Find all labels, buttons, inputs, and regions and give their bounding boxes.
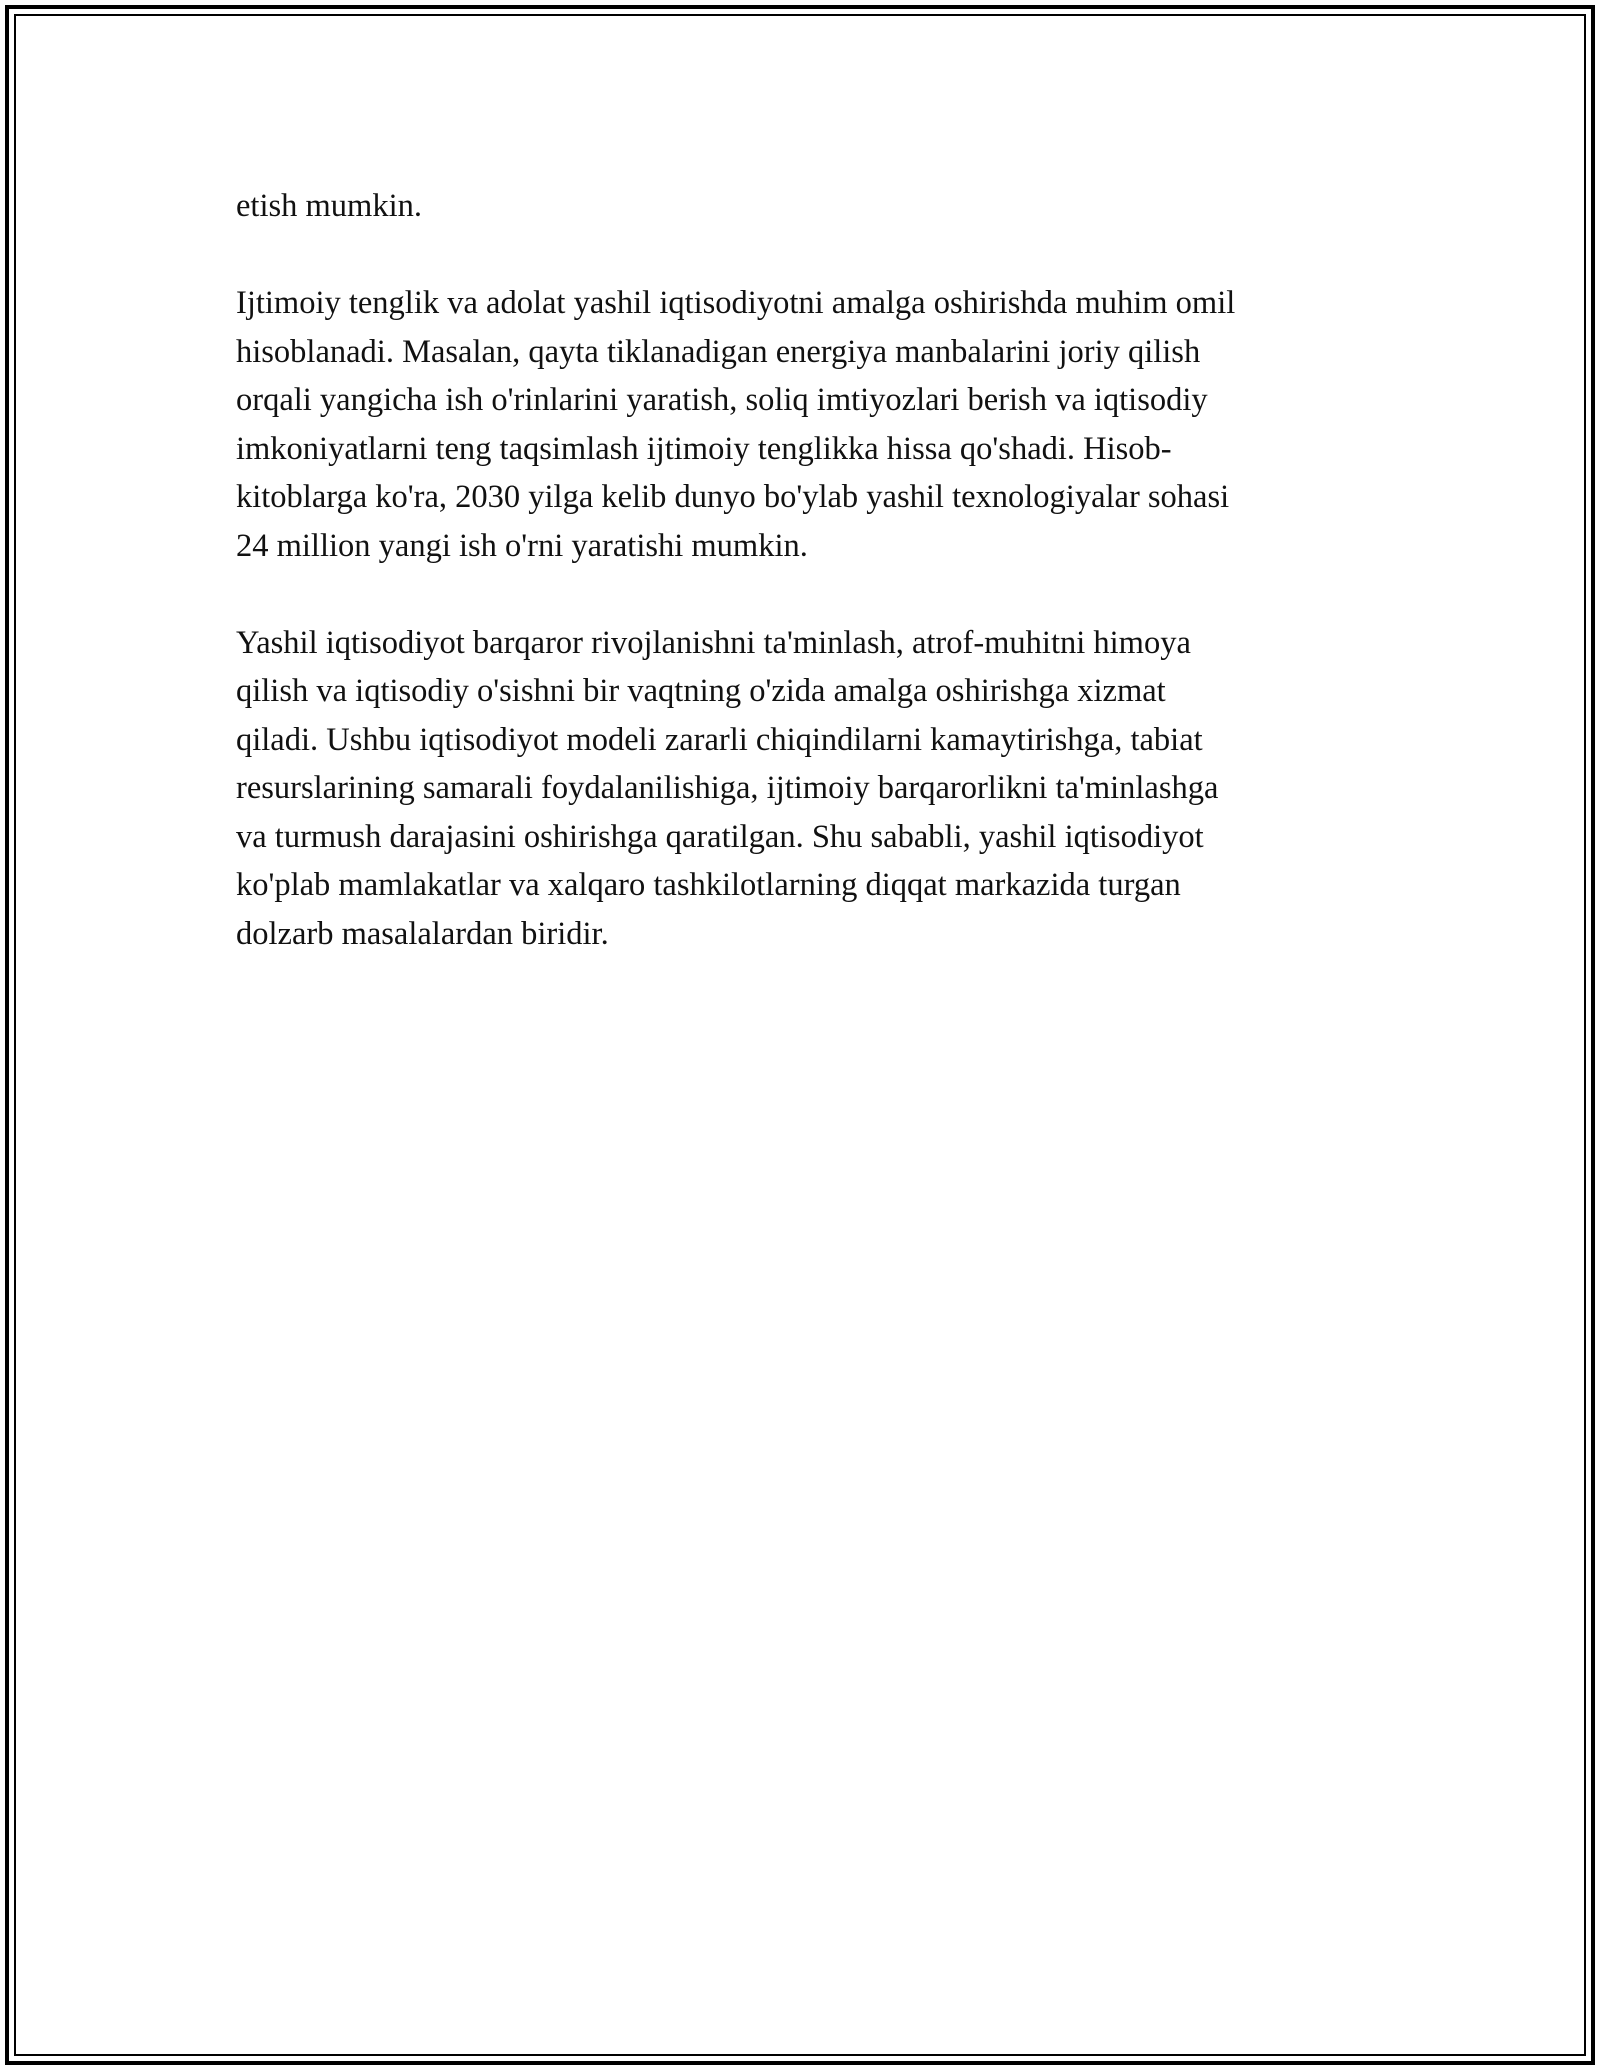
text-line: 24 million yangi ish o'rni yaratishi mumkin.: [236, 527, 808, 564]
text-line: resurslarining samarali foydalanilishiga, ijtimoiy barqarorlikni ta'minlashga: [236, 770, 1219, 806]
text-line: dolzarb masalalardan biridir.: [236, 915, 609, 952]
text-line: Yashil iqtisodiyot barqaror rivojlanishni ta'minlash, atrof-muhitni himoya: [236, 624, 1191, 661]
paragraph-3: [236, 619, 1386, 959]
document-body: [236, 182, 1386, 1007]
text-line: va turmush darajasini oshirishga qaratilgan. Shu sababli, yashil iqtisodiyot: [236, 818, 1204, 855]
text-line: Ijtimoiy tenglik va adolat yashil iqtisodiyotni amalga oshirishda muhim omil: [236, 285, 1236, 321]
text-line: hisoblanadi. Masalan, qayta tiklanadigan energiya manbalarini joriy qilish: [236, 333, 1201, 370]
text-line: etish mumkin.: [236, 188, 422, 224]
text-line: qiladi. Ushbu iqtisodiyot modeli zararli chiqindilarni kamaytirishga, tabiat: [236, 721, 1203, 758]
text-line: imkoniyatlarni teng taqsimlash ijtimoiy tenglikka hissa qo'shadi. Hisob-: [236, 430, 1172, 467]
text-line: orqali yangicha ish o'rinlarini yaratish, soliq imtiyozlari berish va iqtisodiy: [236, 382, 1208, 418]
text-line: ko'plab mamlakatlar va xalqaro tashkilotlarning diqqat markazida turgan: [236, 867, 1181, 903]
text-line: kitoblarga ko'ra, 2030 yilga kelib dunyo bo'ylab yashil texnologiyalar sohasi: [236, 479, 1230, 515]
paragraph-1: [236, 182, 1386, 231]
paragraph-2: [236, 279, 1386, 570]
text-line: qilish va iqtisodiy o'sishni bir vaqtning o'zida amalga oshirishga xizmat: [236, 673, 1166, 709]
